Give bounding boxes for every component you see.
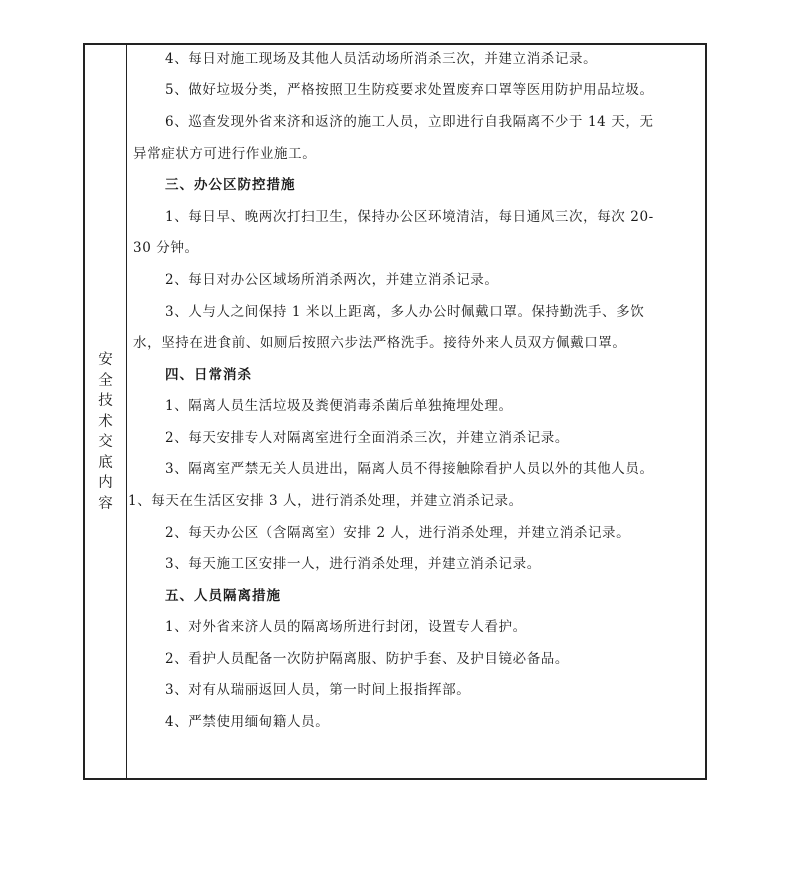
side-label [85,350,126,514]
paragraph-line: 1、每天在生活区安排 3 人，进行消杀处理，并建立消杀记录。 [128,493,523,509]
paragraph-line: 6、巡查发现外省来济和返济的施工人员，立即进行自我隔离不少于 14 天，无 [165,114,654,130]
section-heading: 三、办公区防控措施 [165,177,296,193]
side-label-char: 安 [98,352,113,368]
paragraph-line: 2、看护人员配备一次防护隔离服、防护手套、及护目镜必备品。 [165,651,569,667]
paragraph-line: 1、隔离人员生活垃圾及粪便消毒杀菌后单独掩埋处理。 [165,398,513,414]
side-label-char: 全 [98,372,113,389]
paragraph-line: 5、做好垃圾分类，严格按照卫生防疫要求处置废弃口罩等医用防护用品垃圾。 [165,82,654,98]
paragraph-line: 1、对外省来济人员的隔离场所进行封闭，设置专人看护。 [165,619,527,635]
side-label-char: 术 [98,413,113,430]
section-heading: 五、人员隔离措施 [165,588,281,604]
paragraph-line: 2、每日对办公区域场所消杀两次，并建立消杀记录。 [165,272,499,288]
side-label-char: 交 [98,434,113,450]
side-label-char: 容 [98,495,113,512]
side-label-char: 技 [98,393,113,409]
side-label-char: 底 [98,454,113,471]
paragraph-line: 3、人与人之间保持 1 米以上距离，多人办公时佩戴口罩。保持勤洗手、多饮 [165,304,645,320]
paragraph-line: 2、每天安排专人对隔离室进行全面消杀三次，并建立消杀记录。 [165,430,569,446]
paragraph-line: 4、每日对施工现场及其他人员活动场所消杀三次，并建立消杀记录。 [165,51,598,67]
tech-disclosure-table [83,43,707,780]
section-heading: 四、日常消杀 [165,367,252,383]
paragraph-line: 3、每天施工区安排一人，进行消杀处理，并建立消杀记录。 [165,556,541,572]
paragraph-line: 1、每日早、晚两次打扫卫生，保持办公区环境清洁，每日通风三次，每次 20- [165,209,654,225]
paragraph-line: 4、严禁使用缅甸籍人员。 [165,714,330,730]
paragraph-line: 3、隔离室严禁无关人员进出，隔离人员不得接触除看护人员以外的其他人员。 [165,461,654,477]
content-cell [128,45,705,778]
paragraph-line: 3、对有从瑞丽返回人员，第一时间上报指挥部。 [165,682,471,698]
paragraph-line: 水，坚持在进食前、如厕后按照六步法严格洗手。接待外来人员双方佩戴口罩。 [133,335,627,351]
paragraph-line: 30 分钟。 [133,240,199,256]
side-label-char: 内 [98,475,113,491]
paragraph-line: 异常症状方可进行作业施工。 [133,146,317,162]
paragraph-line: 2、每天办公区（含隔离室）安排 2 人，进行消杀处理，并建立消杀记录。 [165,525,631,541]
label-column [85,45,127,778]
